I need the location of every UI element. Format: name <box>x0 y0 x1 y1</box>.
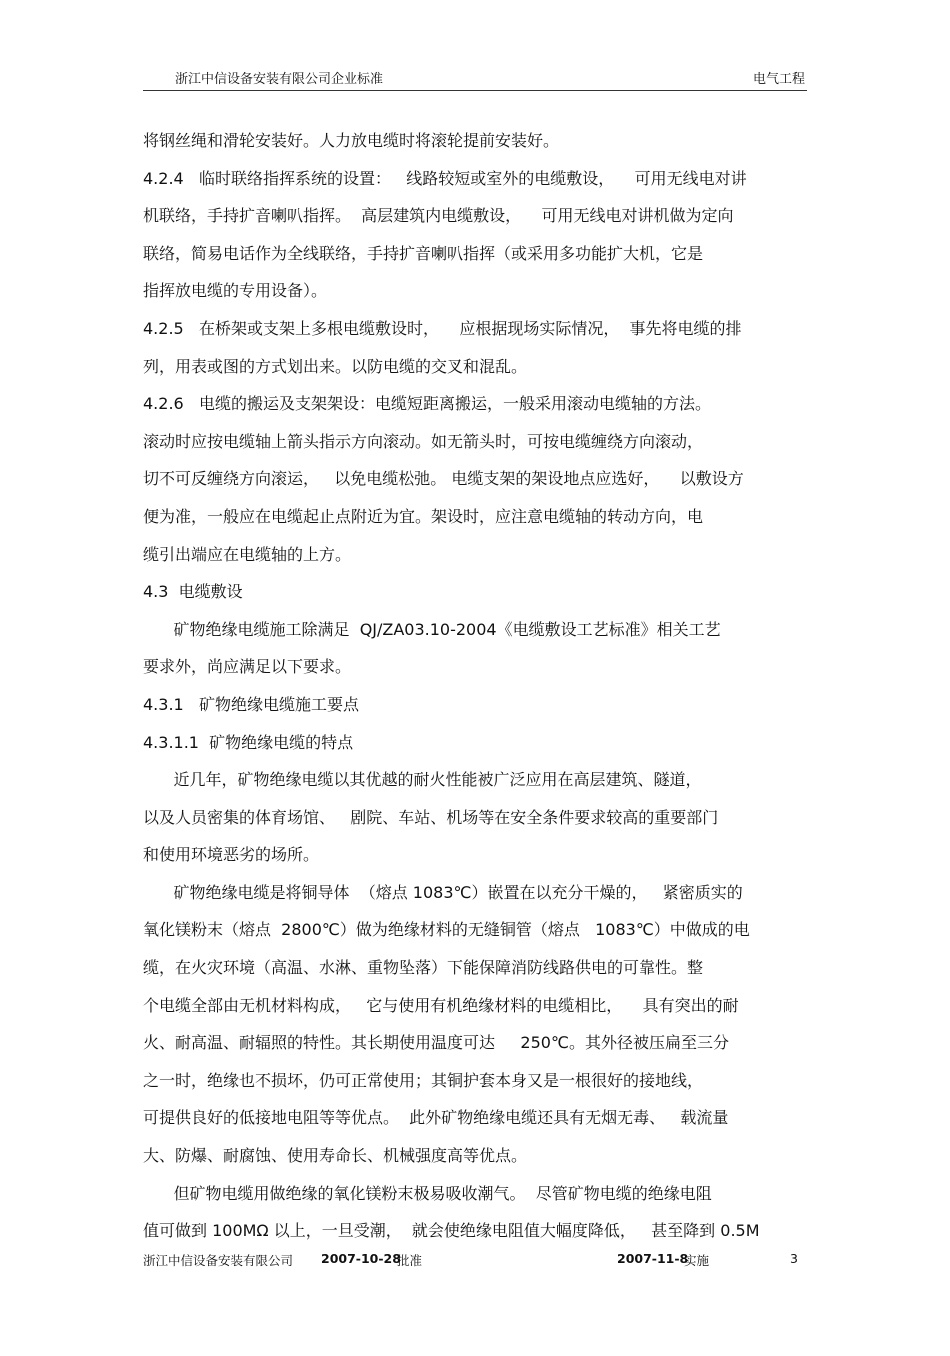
text-line: 机联络，手持扩音喇叭指挥。 高层建筑内电缆敷设， 可用无线电对讲机做为定向 <box>143 206 734 226</box>
text-line: 要求外，尚应满足以下要求。 <box>143 657 352 677</box>
footer-implement-label: 实施 <box>684 1253 710 1268</box>
text-line: 和使用环境恶劣的场所。 <box>143 845 320 865</box>
text-line: 大、防爆、耐腐蚀、使用寿命长、机械强度高等优点。 <box>143 1146 528 1166</box>
text-line: 之一时，绝缘也不损坏，仍可正常使用；其铜护套本身又是一根很好的接地线， <box>143 1070 704 1090</box>
text-line: 4.2.4 临时联络指挥系统的设置： 线路较短或室外的电缆敷设， 可用无线电对讲 <box>143 168 747 188</box>
text-line: 缆，在火灾环境（高温、水淋、重物坠落）下能保障消防线路供电的可靠性。整 <box>143 958 704 978</box>
footer-company: 浙江中信设备安装有限公司 <box>143 1253 294 1268</box>
text-line: 矿物绝缘电缆施工除满足 QJ/ZA03.10-2004《电缆敷设工艺标准》相关工艺 <box>143 619 721 639</box>
section-heading: 4.3.1.1 矿物绝缘电缆的特点 <box>143 732 354 752</box>
section-heading: 4.3 电缆敷设 <box>143 582 243 602</box>
text-line: 切不可反缠绕方向滚运， 以免电缆松弛。 电缆支架的架设地点应选好， 以敷设方 <box>143 469 744 489</box>
text-line: 便为准，一般应在电缆起止点附近为宜。架设时，应注意电缆轴的转动方向，电 <box>143 506 704 526</box>
page-header <box>143 66 807 91</box>
text-line: 将钢丝绳和滑轮安装好。人力放电缆时将滚轮提前安装好。 <box>143 131 560 150</box>
header-company-standard: 浙江中信设备安装有限公司企业标准 <box>175 72 384 87</box>
text-line: 滚动时应按电缆轴上箭头指示方向滚动。如无箭头时，可按电缆缠绕方向滚动， <box>143 431 704 451</box>
document-body <box>143 122 815 1250</box>
section-heading: 4.3.1 矿物绝缘电缆施工要点 <box>143 694 359 714</box>
text-line: 近几年，矿物绝缘电缆以其优越的耐火性能被广泛应用在高层建筑、隧道， <box>143 770 702 790</box>
text-line: 4.2.6 电缆的搬运及支架架设：电缆短距离搬运，一般采用滚动电缆轴的方法。 <box>143 394 711 414</box>
text-line: 值可做到 100MΩ 以上，一旦受潮， 就会使绝缘电阻值大幅度降低， 甚至降到 0.5M <box>143 1221 760 1241</box>
page-footer <box>143 1251 807 1356</box>
text-line: 列，用表或图的方式划出来。以防电缆的交叉和混乱。 <box>143 356 528 376</box>
text-line: 火、耐高温、耐辐照的特性。其长期使用温度可达 250℃。其外径被压扁至三分 <box>143 1033 729 1053</box>
text-line: 氧化镁粉末（熔点 2800℃）做为绝缘材料的无缝铜管（熔点 1083℃）中做成的电 <box>143 920 750 940</box>
text-line: 指挥放电缆的专用设备）。 <box>143 281 328 301</box>
text-line: 联络，简易电话作为全线联络，手持扩音喇叭指挥（或采用多功能扩大机，它是 <box>143 243 704 263</box>
footer-approve-date: 2007-10-28 <box>321 1251 401 1266</box>
page-number: 3 <box>790 1251 798 1266</box>
text-line: 但矿物电缆用做绝缘的氧化镁粉末极易吸收潮气。 尽管矿物电缆的绝缘电阻 <box>143 1183 712 1203</box>
footer-implement-date: 2007-11-8 <box>617 1251 689 1266</box>
text-line: 缆引出端应在电缆轴的上方。 <box>143 544 352 564</box>
text-line: 4.2.5 在桥架或支架上多根电缆敷设时， 应根据现场实际情况， 事先将电缆的排 <box>143 318 742 338</box>
text-line: 以及人员密集的体育场馆、 剧院、车站、机场等在安全条件要求较高的重要部门 <box>143 807 719 827</box>
text-line: 个电缆全部由无机材料构成， 它与使用有机绝缘材料的电缆相比， 具有突出的耐 <box>143 995 739 1015</box>
header-section: 电气工程 <box>752 72 805 87</box>
footer-approve-label: 批准 <box>397 1253 423 1268</box>
text-line: 可提供良好的低接地电阻等等优点。 此外矿物绝缘电缆还具有无烟无毒、 载流量 <box>143 1108 729 1128</box>
text-line: 矿物绝缘电缆是将铜导体 （熔点 1083℃）嵌置在以充分干燥的， 紧密质实的 <box>143 882 743 902</box>
